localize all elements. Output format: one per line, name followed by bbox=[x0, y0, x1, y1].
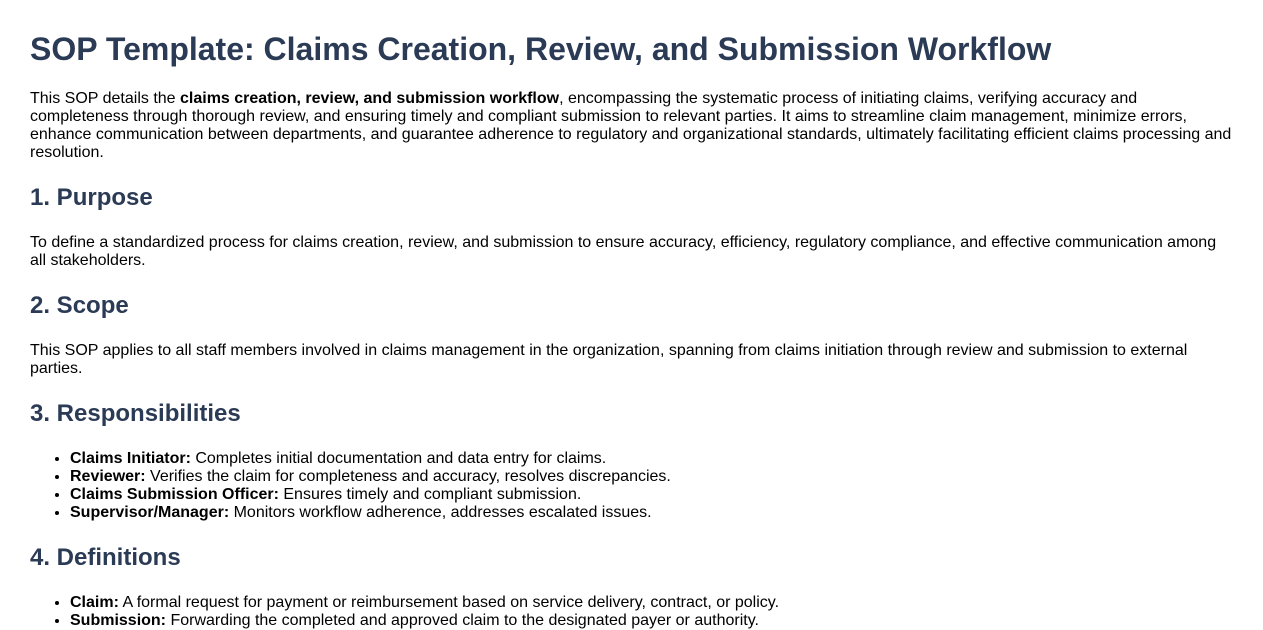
section-heading-purpose: 1. Purpose bbox=[30, 184, 153, 211]
intro-paragraph bbox=[30, 90, 1233, 162]
list-item bbox=[70, 594, 1233, 612]
list-item-term: Reviewer: bbox=[70, 468, 146, 485]
section-heading-definitions: 4. Definitions bbox=[30, 544, 181, 571]
list-item-term: Supervisor/Manager: bbox=[70, 504, 230, 521]
list-item bbox=[70, 450, 1233, 468]
list-item-desc: Forwarding the completed and approved claim to the designated payer or authority. bbox=[166, 612, 759, 629]
purpose-text: To define a standardized process for claims creation, review, and submission to ensure accuracy, efficiency, regulatory compliance, and effective communication among all stakeholders. bbox=[30, 234, 1217, 269]
list-item-term: Claims Initiator: bbox=[70, 450, 191, 467]
section-responsibilities bbox=[30, 400, 1233, 522]
list-item-term: Submission: bbox=[70, 612, 167, 629]
section-scope bbox=[30, 292, 1233, 378]
list-item-desc: Ensures timely and compliant submission. bbox=[278, 486, 582, 503]
list-item-desc: Monitors workflow adherence, addresses escalated issues. bbox=[229, 504, 652, 521]
list-item bbox=[70, 612, 1233, 630]
list-item-desc: Verifies the claim for completeness and accuracy, resolves discrepancies. bbox=[145, 468, 671, 485]
scope-text: This SOP applies to all staff members involved in claims management in the organization, spanning from claims initiation through review and submission to external parties. bbox=[30, 342, 1188, 377]
list-item-desc: A formal request for payment or reimbursement based on service delivery, contract, or policy. bbox=[118, 594, 780, 611]
intro-text-end: , encompassing the systematic process of initiating claims, verifying accuracy and completeness through thorough review, and ensuring timely and compliant submission to relevant parties. It aims to streamline claim management, minimize errors, enhance communication between departments, and guarantee adherence to regulatory and organizational standards, ultimately facilitating efficient claims processing and resolution. bbox=[30, 90, 1232, 161]
section-heading-scope: 2. Scope bbox=[30, 292, 129, 319]
intro-text-start: This SOP details the bbox=[30, 90, 180, 107]
page-title: SOP Template: Claims Creation, Review, and Submission Workflow bbox=[30, 31, 1052, 67]
section-heading-responsibilities: 3. Responsibilities bbox=[30, 400, 241, 427]
section-purpose bbox=[30, 184, 1233, 270]
list-item bbox=[70, 504, 1233, 522]
list-item-desc: Completes initial documentation and data entry for claims. bbox=[190, 450, 607, 467]
section-definitions bbox=[30, 544, 1233, 630]
responsibilities-list bbox=[30, 450, 1233, 522]
list-item bbox=[70, 468, 1233, 486]
list-item-term: Claims Submission Officer: bbox=[70, 486, 279, 503]
definitions-list bbox=[30, 594, 1233, 630]
list-item-term: Claim: bbox=[70, 594, 119, 611]
intro-highlight: claims creation, review, and submission workflow bbox=[180, 90, 560, 107]
list-item bbox=[70, 486, 1233, 504]
